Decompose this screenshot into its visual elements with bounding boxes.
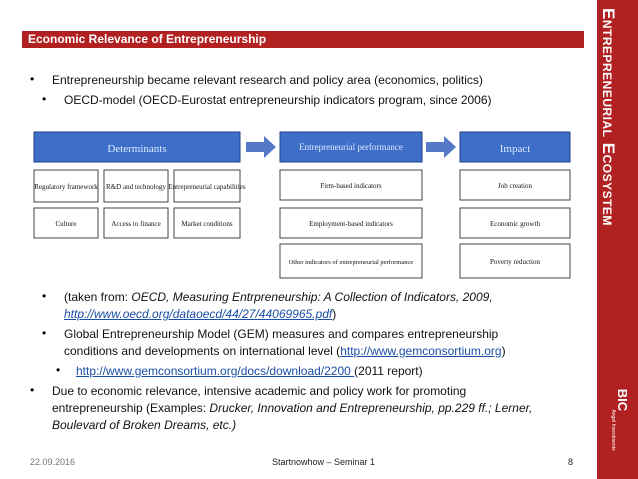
footer-date: 22.09.2016 xyxy=(30,457,76,467)
gem-download-link[interactable]: http://www.gemconsortium.org/docs/download/2200 xyxy=(76,364,355,378)
bullet-3 xyxy=(64,289,584,323)
bullet-4-line1: Global Entrepreneurship Model (GEM) measures and compares entrepreneurship xyxy=(64,327,499,341)
bullet-dot: • xyxy=(42,289,47,303)
logo-text: BIC xyxy=(615,388,630,412)
bullet-dot: • xyxy=(42,92,47,106)
bullet-dot: • xyxy=(30,383,35,397)
page-number: 8 xyxy=(568,457,574,467)
bullet-6 xyxy=(52,383,592,434)
bullet-5 xyxy=(76,363,423,380)
impact-poverty: Poverty reduction xyxy=(490,258,540,266)
determinants-header-label: Determinants xyxy=(107,143,167,155)
slide-title: Economic Relevance of Entrepreneurship xyxy=(28,32,267,46)
det-culture: Culture xyxy=(55,220,77,228)
bic-logo xyxy=(600,370,636,470)
det-rd: R&D and technology xyxy=(106,183,166,191)
bullet-4 xyxy=(64,326,584,360)
bullet-3-suffix: ) xyxy=(332,307,337,321)
bullet-dot: • xyxy=(30,72,35,86)
arrow-1 xyxy=(246,136,276,158)
bullet-5-suffix: (2011 report) xyxy=(354,364,423,378)
impact-growth: Economic growth xyxy=(490,220,540,228)
impact-header-label: Impact xyxy=(499,143,531,155)
det-regulatory: Regulatory framework xyxy=(34,183,98,191)
oecd-link[interactable]: http://www.oecd.org/dataoecd/44/27/44069965.pdf xyxy=(64,307,333,321)
impact-jobs: Job creation xyxy=(497,182,533,190)
bullet-6-line1: Due to economic relevance, intensive academic and policy work for promoting xyxy=(52,384,467,398)
bullet-4-line2: conditions and developments on international level ( xyxy=(64,344,341,358)
gem-link[interactable]: http://www.gemconsortium.org xyxy=(340,344,502,358)
bullet-2: OECD-model (OECD-Eurostat entrepreneurship indicators program, since 2006) xyxy=(64,93,492,107)
det-finance: Access to finance xyxy=(111,220,161,228)
performance-header-label: Entrepreneurial performance xyxy=(299,142,403,152)
bullet-3-prefix: (taken from: xyxy=(64,290,132,304)
det-market: Market conditions xyxy=(181,220,233,228)
perf-firm: Firm-based indicators xyxy=(320,182,382,190)
bullet-6-line2: entrepreneurship (Examples: xyxy=(52,401,210,415)
bullet-6-examples: Drucker, Innovation and Entrepreneurship, pp.229 ff.; Lerner, xyxy=(209,401,533,415)
bullet-dot: • xyxy=(42,326,47,340)
bullet-3-source: OECD, Measuring Entrpreneurship: A Collection of Indicators, 2009, xyxy=(131,290,493,304)
side-title: Entrepreneurial Ecosystem xyxy=(599,8,618,226)
oecd-diagram xyxy=(32,130,572,280)
footer-center: Startnowhow – Seminar 1 xyxy=(272,457,376,467)
det-capabilities: Entrepreneurial capabilities xyxy=(168,183,246,191)
arrow-2 xyxy=(426,136,456,158)
perf-other: Other indicators of entrepreneurial performance xyxy=(288,259,414,266)
bullet-6-line3: Boulevard of Broken Dreams, etc.) xyxy=(52,418,237,432)
logo-sub: Angel Investments xyxy=(610,409,616,451)
perf-employment: Employment-based indicators xyxy=(309,220,393,228)
bullet-1: Entrepreneurship became relevant research and policy area (economics, politics) xyxy=(52,73,483,87)
bullet-4-suffix: ) xyxy=(501,344,506,358)
bullet-dot: • xyxy=(56,363,61,377)
